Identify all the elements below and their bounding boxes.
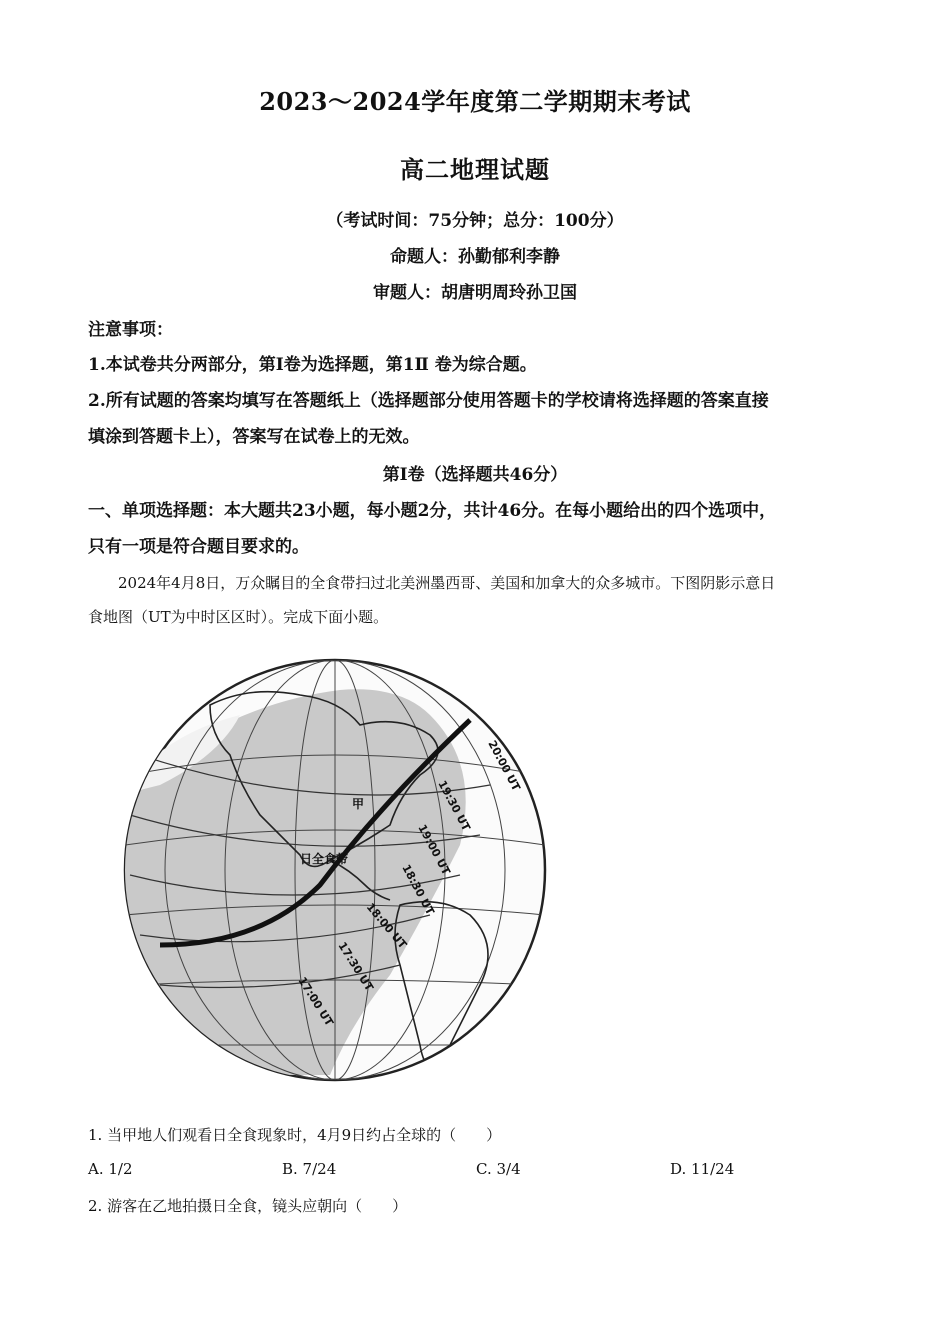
exam-info: （考试时间：75分钟；总分：100分） (326, 211, 624, 231)
time-label: 17:30 UT (335, 939, 376, 994)
section-title: 第I卷（选择题共46分） (382, 465, 568, 485)
time-label: 20:00 UT (485, 738, 523, 794)
section-instruction-line-1: 一、单项选择题：本大题共23小题，每小题2分，共计46分。在每小题给出的四个选项中， (88, 501, 777, 521)
notice-item-2-line-1: 2.所有试题的答案均填写在答题纸上（选择题部分使用答题卡的学校请将选择题的答案直接 (88, 391, 769, 411)
eclipse-globe-map (100, 645, 560, 1095)
label-totality-band: 日全食带 (300, 852, 349, 866)
exam-title: 2023～2024学年度第二学期期末考试 (259, 87, 691, 116)
exam-subtitle: 高二地理试题 (400, 155, 550, 184)
setter-line: 命题人：孙勤郁利李静 (390, 247, 560, 267)
time-label: 19:30 UT (435, 778, 473, 834)
reviewer-line: 审题人：胡唐明周玲孙卫国 (373, 283, 577, 303)
question-1-stem: 1. 当甲地人们观看日全食现象时，4月9日约占全球的（ ） (88, 1126, 502, 1144)
question-1-option-c: C. 3/4 (476, 1160, 521, 1178)
label-jia: 甲 (352, 797, 365, 811)
notice-item-1: 1.本试卷共分两部分，第I卷为选择题，第1Ⅱ 卷为综合题。 (88, 355, 537, 375)
time-label: 19:00 UT (415, 822, 453, 878)
notice-item-2-line-2: 填涂到答题卡上），答案写在试卷上的无效。 (88, 427, 420, 447)
question-1-option-a: A. 1/2 (88, 1160, 133, 1178)
notice-heading: 注意事项： (88, 320, 173, 340)
time-label: 18:30 UT (399, 862, 437, 918)
time-label: 17:00 UT (295, 974, 336, 1029)
question-1-option-d: D. 11/24 (670, 1160, 735, 1178)
passage-line-1: 2024年4月8日，万众瞩目的全食带扫过北美洲墨西哥、美国和加拿大的众多城市。下图阴影示意日 (118, 574, 776, 592)
passage-line-2: 食地图（UT为中时区区时）。完成下面小题。 (88, 608, 389, 626)
question-2-stem: 2. 游客在乙地拍摄日全食，镜头应朝向（ ） (88, 1197, 408, 1215)
time-label: 18:00 UT (363, 900, 410, 952)
section-instruction-line-2: 只有一项是符合题目要求的。 (88, 537, 309, 557)
question-1-option-b: B. 7/24 (282, 1160, 337, 1178)
